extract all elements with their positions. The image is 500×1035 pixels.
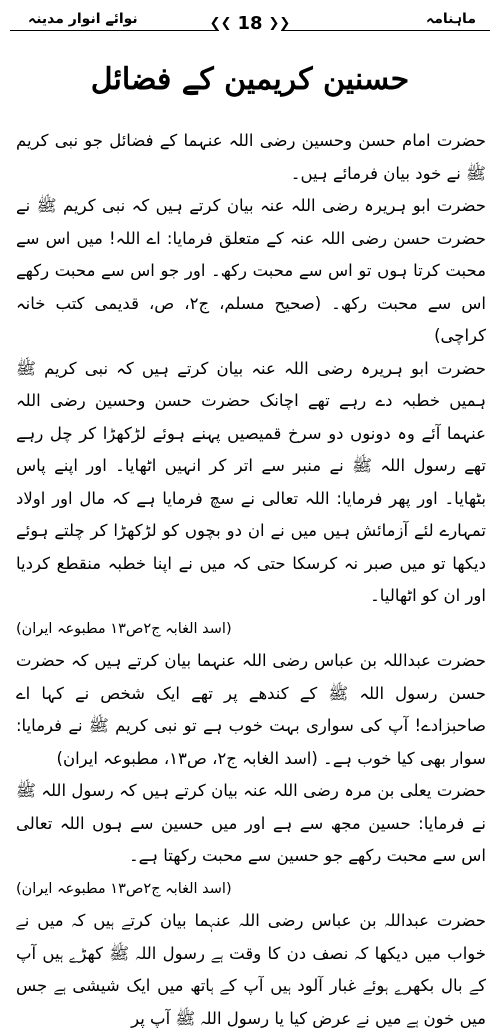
- article-body: [16, 125, 486, 1035]
- page-number: 18: [237, 12, 263, 34]
- article-title: حسنین کریمین کے فضائل: [90, 62, 410, 97]
- paragraph-3: حضرت ابو ہریرہ رضی اللہ عنہ بیان کرتے ہیں کہ نبی کریم ﷺ ہمیں خطبہ دے رہے تھے اچانک حضرت حسن وحسین رضی اللہ عنہما آئے وہ دونوں دو سرخ قمیصیں پہنے ہوئے لڑکھڑا کر چل رہے تھے رسول اللہ ﷺ نے منبر سے اتر کر انہیں اٹھایا۔ اور اپنے پاس بٹھایا۔ اور پھر فرمایا: اللہ تعالی نے سچ فرمایا ہے کہ مال اور اولاد تمہارے لئے آزمائش ہیں میں نے ان دو بچوں کو لڑکھڑا کر چلتے ہوئے دیکھا تو میں صبر نہ کرسکا حتی کہ میں نے اپنا خطبہ منقطع کردیا اور ان کو اٹھالیا۔: [16, 358, 486, 605]
- reference-2: (اسد الغابہ ج۲ص۱۳ مطبوعہ ایران): [16, 880, 232, 897]
- paragraph-2: حضرت ابو ہریرہ رضی اللہ عنہ بیان کرتے ہیں کہ نبی کریم ﷺ نے حضرت حسن رضی اللہ عنہ کے متعلق فرمایا: اے اللہ! میں اس سے محبت کرتا ہوں تو اس سے محبت رکھ۔ اور جو اس سے محبت رکھے اس سے محبت رکھ۔ (صحیح مسلم، ج۲، ص، قدیمی کتب خانہ کراچی): [16, 196, 486, 345]
- publication-name: نوائے انوار مدینہ: [28, 11, 138, 27]
- paragraph-1: حضرت امام حسن وحسین رضی اللہ عنہما کے فضائل جو نبی کریم ﷺ نے خود بیان فرمائے ہیں۔: [16, 131, 486, 183]
- paragraph-6: حضرت عبداللہ بن عباس رضی اللہ عنہما بیان کرتے ہیں کہ میں نے خواب میں دیکھا کہ نصف دن کا وقت ہے رسول اللہ ﷺ کھڑے ہیں آپ کے بال بکھرے ہوئے غبار آلود ہیں آپ کے ہاتھ میں ایک شیشی ہے جس میں خون ہے میں نے عرض کیا یا رسول اللہ ﷺ آپ پر: [16, 911, 486, 1028]
- left-ornament-icon: ❮❮: [209, 15, 232, 31]
- right-ornament-icon: ❯❯: [268, 15, 291, 31]
- page-header: [10, 8, 490, 42]
- page-number-box: [209, 8, 291, 38]
- paragraph-4: حضرت عبداللہ بن عباس رضی اللہ عنہما بیان کرتے ہیں کہ حضرت حسن رسول اللہ ﷺ کے کندھے پر تھے ایک شخص نے کہا اے صاحبزادے! آپ کی سواری بہت خوب ہے تو نبی کریم ﷺ نے فرمایا: سوار بھی کیا خوب ہے۔ (اسد الغابہ ج۲، ص۱۳، مطبوعہ ایران): [16, 651, 486, 768]
- magazine-name: ماہنامہ: [426, 11, 476, 27]
- paragraph-5: حضرت یعلی بن مرہ رضی اللہ عنہ بیان کرتے ہیں کہ رسول اللہ ﷺ نے فرمایا: حسین مجھ سے ہے اور میں حسین سے ہوں اللہ تعالی اس سے محبت رکھے جو حسین سے محبت رکھتا ہے۔: [16, 781, 486, 865]
- reference-1: (اسد الغابہ ج۲ص۱۳ مطبوعہ ایران): [16, 620, 232, 637]
